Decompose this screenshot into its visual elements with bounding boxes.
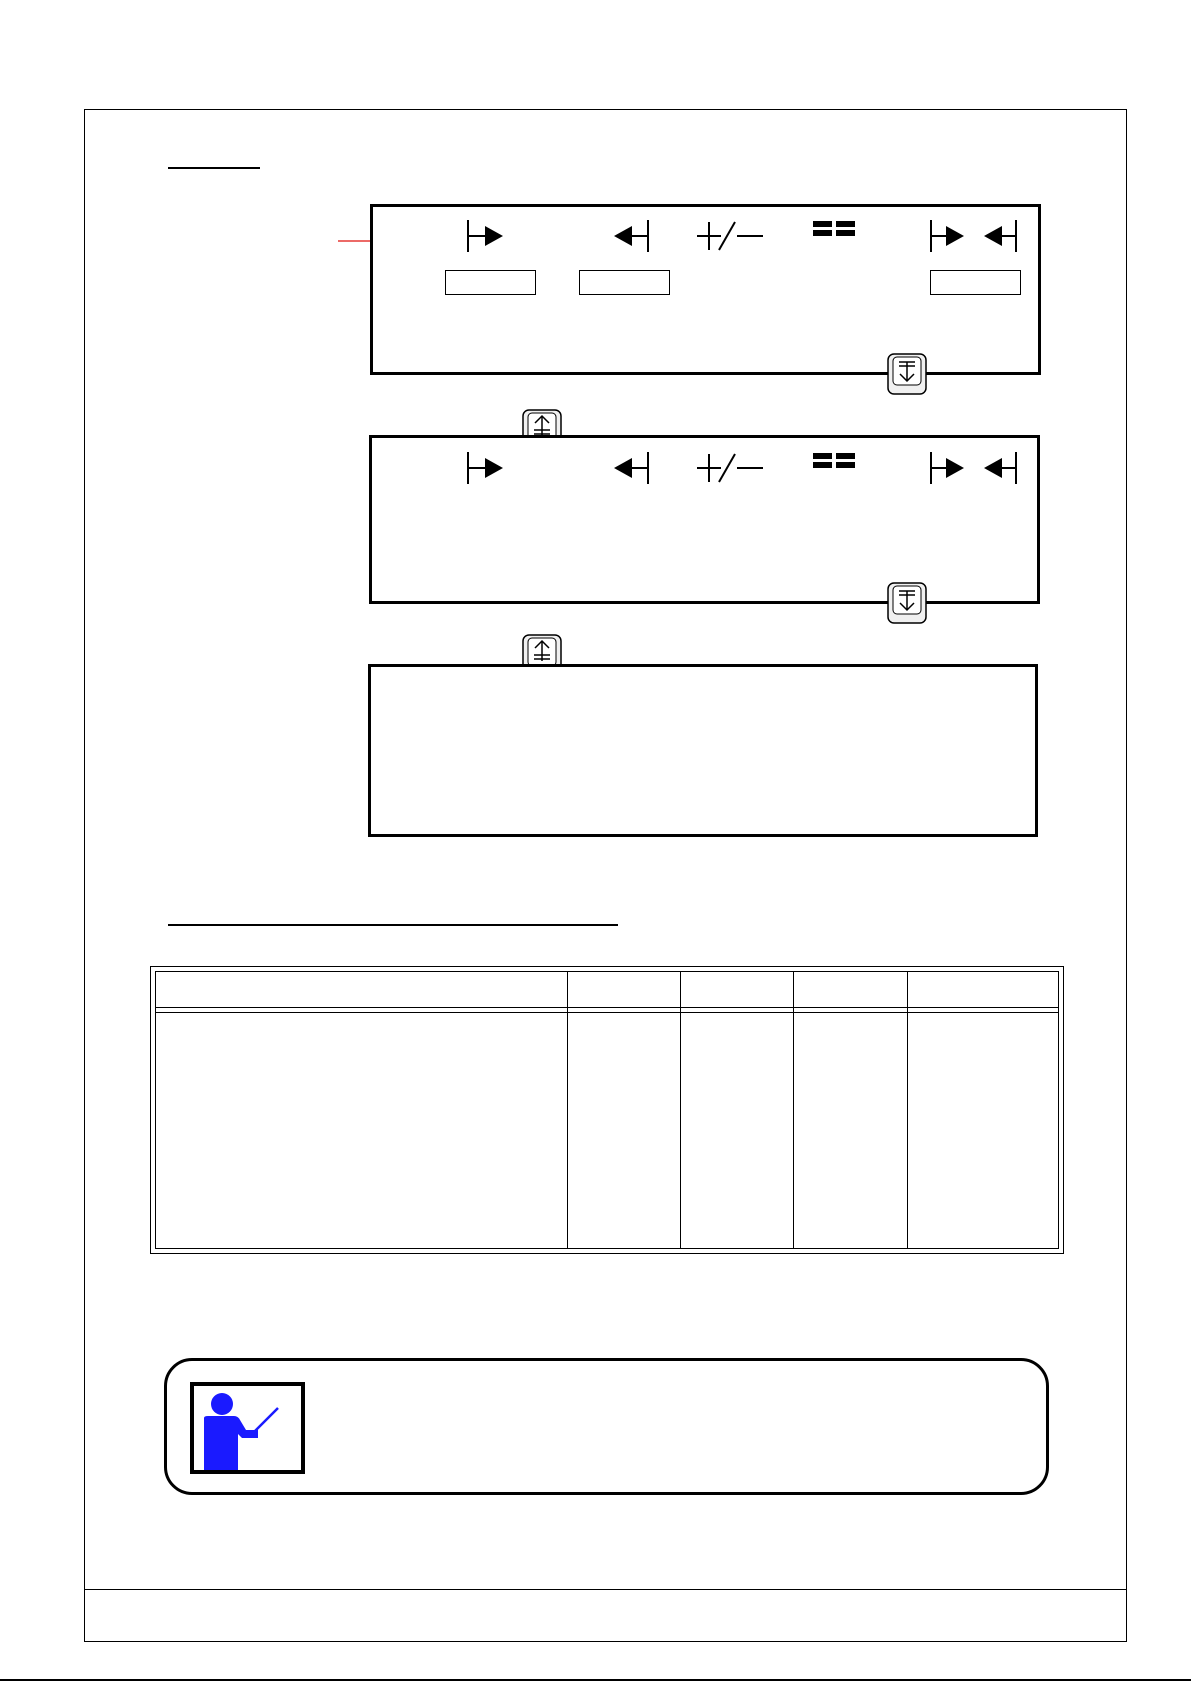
bidirectional-transition-icon [928,218,1020,254]
table-header-cell [912,975,1054,1003]
page-down-key-icon[interactable] [887,353,927,395]
page-bottom-rule [0,1679,1191,1681]
table-header-divider [155,1012,1059,1013]
table-header-cell [685,975,789,1003]
negative-transition-icon [610,450,652,486]
table-column-divider [680,971,681,1249]
value-field-2[interactable] [579,270,670,295]
contact-invert-icon [695,218,765,254]
table-header-divider [155,1007,1059,1008]
table-column-divider [793,971,794,1249]
footer-divider [84,1589,1127,1590]
negative-transition-icon [610,218,652,254]
table-header-cell [160,975,560,1003]
value-field-1[interactable] [445,270,536,295]
display-screen-3 [368,664,1038,837]
teacher-icon [194,1386,301,1470]
double-bar-icon [812,220,858,238]
table-column-divider [567,971,568,1249]
table-column-divider [907,971,908,1249]
value-field-3[interactable] [930,270,1021,295]
contact-invert-icon [695,450,765,486]
note-text [330,1400,1030,1450]
bidirectional-transition-icon [928,450,1020,486]
double-bar-icon [812,452,858,470]
table-heading-underline [168,924,618,926]
positive-transition-icon [465,218,507,254]
table-header-cell [572,975,676,1003]
positive-transition-icon [465,450,507,486]
table-header-cell [798,975,902,1003]
section-heading-underline [168,167,260,169]
page-down-key-icon[interactable] [887,582,927,624]
